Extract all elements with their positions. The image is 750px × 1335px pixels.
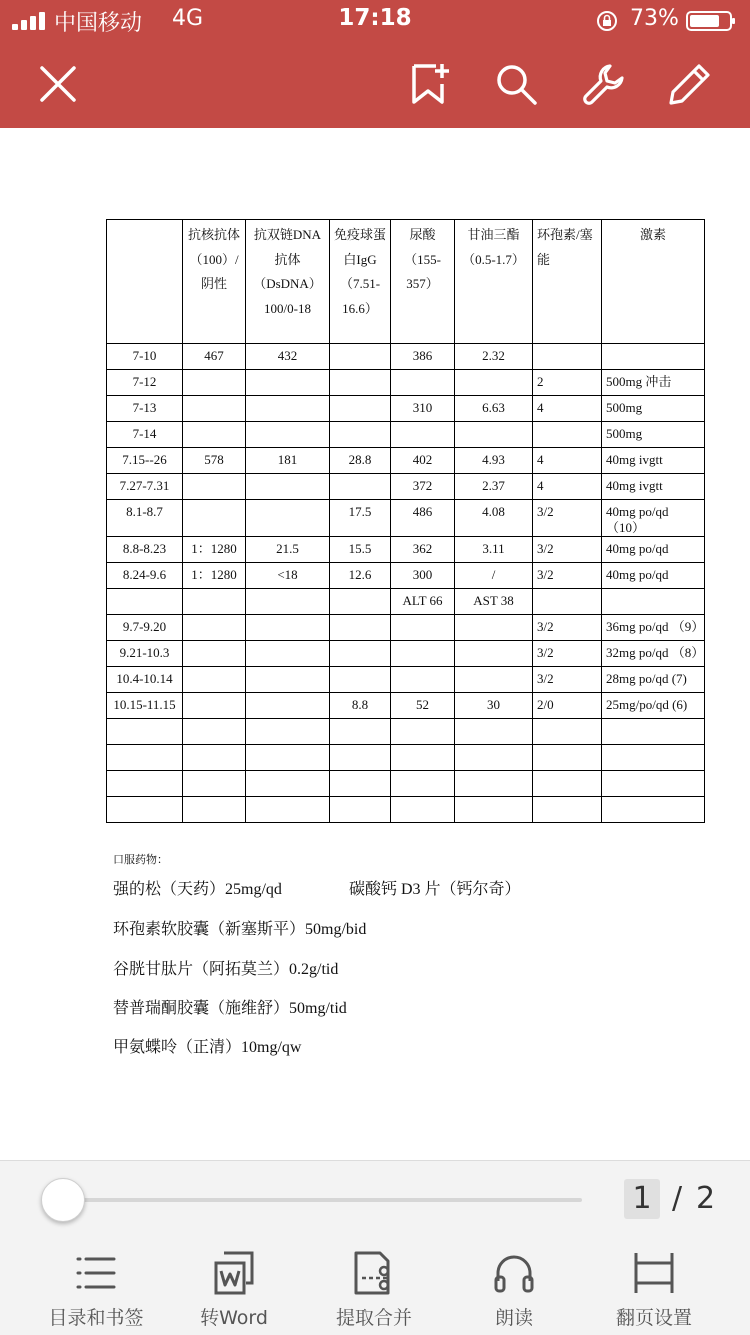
table-row: [107, 448, 705, 474]
nav-extract-merge[interactable]: [304, 1249, 444, 1330]
table-cell: 3/2: [533, 667, 602, 693]
table-cell: [455, 667, 533, 693]
table-cell: [183, 797, 246, 823]
nav-label: 翻页设置: [615, 1307, 692, 1329]
table-cell: 1：1280: [183, 537, 246, 563]
table-cell: 12.6: [330, 563, 391, 589]
table-cell: [330, 615, 391, 641]
table-cell: [533, 745, 602, 771]
table-cell: 578: [183, 448, 246, 474]
table-cell: [183, 771, 246, 797]
table-cell: 4.93: [455, 448, 533, 474]
table-row: [107, 745, 705, 771]
table-cell: 3/2: [533, 500, 602, 537]
table-cell: [246, 422, 330, 448]
table-cell: 6.63: [455, 396, 533, 422]
battery-percent: 73%: [630, 6, 679, 31]
table-cell: 2.32: [455, 344, 533, 370]
document-page: [0, 128, 750, 1160]
table-cell: [246, 719, 330, 745]
table-cell: 1：1280: [183, 563, 246, 589]
table-cell: [391, 615, 455, 641]
table-cell: AST 38: [455, 589, 533, 615]
table-cell: [330, 474, 391, 500]
table-cell: [330, 370, 391, 396]
nav-page-turn-settings[interactable]: [584, 1249, 724, 1330]
table-cell: [330, 422, 391, 448]
close-icon: [34, 60, 82, 108]
medication-line: 强的松（天药）25mg/qd: [113, 881, 282, 898]
table-cell: 8.1-8.7: [107, 500, 183, 537]
search-button[interactable]: [492, 60, 540, 108]
table-cell: 40mg po/qd: [602, 537, 705, 563]
table-cell: 310: [391, 396, 455, 422]
table-cell: [602, 344, 705, 370]
table-header-row: [107, 220, 705, 344]
table-cell: 500mg: [602, 422, 705, 448]
table-cell: [533, 422, 602, 448]
table-row: [107, 797, 705, 823]
list-icon: [72, 1249, 120, 1297]
table-cell: [330, 589, 391, 615]
table-cell: <18: [246, 563, 330, 589]
nav-label: 转Word: [200, 1307, 268, 1329]
table-row: [107, 615, 705, 641]
table-cell: [602, 589, 705, 615]
table-row: [107, 693, 705, 719]
table-cell: [183, 396, 246, 422]
add-bookmark-button[interactable]: [406, 60, 454, 108]
table-cell: 181: [246, 448, 330, 474]
table-row: [107, 537, 705, 563]
table-cell: ALT 66: [391, 589, 455, 615]
table-cell: [330, 745, 391, 771]
notes-label: 口服药物：: [113, 854, 168, 866]
table-cell: 2/0: [533, 693, 602, 719]
table-cell: 4: [533, 448, 602, 474]
table-cell: [183, 719, 246, 745]
annotate-button[interactable]: [666, 60, 714, 108]
table-cell: [183, 667, 246, 693]
table-cell: [330, 667, 391, 693]
table-row: [107, 719, 705, 745]
table-cell: [391, 641, 455, 667]
pencil-icon: [666, 60, 714, 108]
table-cell: [391, 745, 455, 771]
table-cell: 40mg po/qd: [602, 563, 705, 589]
table-cell: [602, 719, 705, 745]
tools-button[interactable]: [580, 60, 628, 108]
table-cell: [183, 500, 246, 537]
table-cell: [602, 797, 705, 823]
table-cell: 8.24-9.6: [107, 563, 183, 589]
table-cell: 2: [533, 370, 602, 396]
header-cell: 尿酸（155-357）: [391, 220, 455, 344]
table-cell: 2.37: [455, 474, 533, 500]
table-cell: 386: [391, 344, 455, 370]
table-cell: [455, 797, 533, 823]
total-pages: 2: [696, 1181, 716, 1216]
table-cell: 500mg: [602, 396, 705, 422]
table-cell: [183, 589, 246, 615]
table-cell: [391, 422, 455, 448]
table-cell: [246, 474, 330, 500]
table-cell: 28mg po/qd (7): [602, 667, 705, 693]
extract-merge-icon: [350, 1249, 398, 1297]
table-cell: [330, 344, 391, 370]
close-button[interactable]: [34, 60, 82, 108]
table-cell: [330, 641, 391, 667]
table-cell: [246, 641, 330, 667]
table-cell: 4.08: [455, 500, 533, 537]
table-cell: 15.5: [330, 537, 391, 563]
table-cell: 4: [533, 396, 602, 422]
table-cell: [602, 771, 705, 797]
table-cell: [330, 396, 391, 422]
table-cell: 21.5: [246, 537, 330, 563]
table-cell: 7-12: [107, 370, 183, 396]
table-cell: [330, 719, 391, 745]
lab-results-table: [106, 219, 705, 823]
table-cell: [246, 745, 330, 771]
table-row: [107, 344, 705, 370]
table-row: [107, 563, 705, 589]
table-cell: 7.15--26: [107, 448, 183, 474]
wrench-icon: [580, 60, 628, 108]
top-bar: [0, 0, 750, 128]
table-cell: [246, 693, 330, 719]
table-cell: [533, 589, 602, 615]
table-cell: [107, 797, 183, 823]
table-cell: 32mg po/qd （8）: [602, 641, 705, 667]
clock: 17:18: [338, 5, 412, 31]
table-cell: 3/2: [533, 537, 602, 563]
header-cell: 激素: [602, 220, 705, 344]
table-cell: 9.21-10.3: [107, 641, 183, 667]
table-cell: 40mg po/qd（10）: [602, 500, 705, 537]
table-cell: [246, 667, 330, 693]
bottom-panel: [0, 1160, 750, 1335]
table-cell: 28.8: [330, 448, 391, 474]
header-cell: [107, 220, 183, 344]
battery-icon: [686, 11, 736, 31]
page-turn-icon: [630, 1249, 678, 1297]
table-row: [107, 589, 705, 615]
table-cell: [455, 745, 533, 771]
page-separator: /: [672, 1181, 683, 1216]
table-row: [107, 641, 705, 667]
table-cell: [455, 615, 533, 641]
table-cell: [183, 641, 246, 667]
table-row: [107, 771, 705, 797]
table-row: [107, 396, 705, 422]
rotation-lock-icon: [596, 10, 618, 32]
table-cell: 10.4-10.14: [107, 667, 183, 693]
table-cell: 372: [391, 474, 455, 500]
table-row: [107, 370, 705, 396]
table-cell: 40mg ivgtt: [602, 448, 705, 474]
table-cell: 9.7-9.20: [107, 615, 183, 641]
table-cell: [455, 719, 533, 745]
table-cell: [455, 641, 533, 667]
table-cell: [602, 745, 705, 771]
table-cell: [246, 370, 330, 396]
medication-line: 碳酸钙 D3 片（钙尔奇）: [349, 881, 521, 898]
table-cell: [107, 719, 183, 745]
nav-convert-word[interactable]: [164, 1249, 304, 1330]
table-cell: 300: [391, 563, 455, 589]
header-cell: 抗核抗体（100）/阴性: [183, 220, 246, 344]
table-cell: [183, 615, 246, 641]
table-cell: [533, 344, 602, 370]
table-cell: 3.11: [455, 537, 533, 563]
nav-label: 目录和书签: [48, 1307, 144, 1329]
nav-label: 提取合并: [335, 1307, 412, 1329]
table-row: [107, 422, 705, 448]
table-row: [107, 667, 705, 693]
table-cell: 4: [533, 474, 602, 500]
page-slider-track[interactable]: [62, 1198, 582, 1202]
table-cell: [455, 771, 533, 797]
table-row: [107, 474, 705, 500]
table-cell: 3/2: [533, 641, 602, 667]
table-cell: 17.5: [330, 500, 391, 537]
carrier-name: 中国移动: [54, 11, 143, 36]
table-cell: 7-10: [107, 344, 183, 370]
medication-line: 替普瑞酮胶囊（施维舒）50mg/tid: [113, 1000, 347, 1017]
table-cell: [391, 771, 455, 797]
table-cell: [246, 797, 330, 823]
table-cell: [183, 693, 246, 719]
table-cell: [391, 719, 455, 745]
header-cell: 甘油三酯（0.5-1.7）: [455, 220, 533, 344]
header-cell: 免疫球蛋白IgG（7.51-16.6）: [330, 220, 391, 344]
table-cell: 500mg 冲击: [602, 370, 705, 396]
headphones-icon: [490, 1249, 538, 1297]
table-cell: [533, 771, 602, 797]
table-cell: 7-14: [107, 422, 183, 448]
nav-toc-bookmarks[interactable]: [26, 1249, 166, 1330]
header-cell: 抗双链DNA抗体（DsDNA）100/0-18: [246, 220, 330, 344]
table-cell: [391, 797, 455, 823]
table-cell: [330, 771, 391, 797]
table-cell: 3/2: [533, 615, 602, 641]
table-cell: 10.15-11.15: [107, 693, 183, 719]
nav-label: 朗读: [494, 1307, 533, 1329]
table-cell: /: [455, 563, 533, 589]
table-cell: [246, 615, 330, 641]
table-cell: 40mg ivgtt: [602, 474, 705, 500]
table-cell: [183, 370, 246, 396]
table-cell: [246, 396, 330, 422]
search-icon: [492, 60, 540, 108]
table-cell: 8.8: [330, 693, 391, 719]
table-cell: [391, 370, 455, 396]
medication-line: 环孢素软胶囊（新塞斯平）50mg/bid: [113, 921, 367, 938]
table-cell: 3/2: [533, 563, 602, 589]
table-cell: 7.27-7.31: [107, 474, 183, 500]
word-convert-icon: [210, 1249, 258, 1297]
page-slider-thumb[interactable]: [41, 1178, 85, 1222]
table-cell: 362: [391, 537, 455, 563]
table-cell: [183, 474, 246, 500]
table-cell: 432: [246, 344, 330, 370]
table-cell: [183, 422, 246, 448]
table-cell: 52: [391, 693, 455, 719]
table-cell: [455, 422, 533, 448]
table-row: [107, 500, 705, 537]
table-cell: 486: [391, 500, 455, 537]
nav-read-aloud[interactable]: [444, 1249, 584, 1330]
header-cell: 环孢素/塞能: [533, 220, 602, 344]
table-cell: [533, 719, 602, 745]
table-cell: [455, 370, 533, 396]
table-cell: [246, 500, 330, 537]
table-cell: [107, 589, 183, 615]
table-cell: 8.8-8.23: [107, 537, 183, 563]
medication-line: 甲氨蝶呤（正清）10mg/qw: [113, 1039, 302, 1056]
table-cell: [246, 771, 330, 797]
table-cell: 7-13: [107, 396, 183, 422]
table-cell: 30: [455, 693, 533, 719]
current-page[interactable]: 1: [624, 1179, 660, 1219]
table-cell: 25mg/po/qd (6): [602, 693, 705, 719]
table-cell: [107, 745, 183, 771]
table-cell: [330, 797, 391, 823]
table-cell: [107, 771, 183, 797]
add-bookmark-icon: [406, 60, 454, 108]
table-cell: [391, 667, 455, 693]
network-type: 4G: [172, 6, 204, 31]
table-cell: 36mg po/qd （9）: [602, 615, 705, 641]
table-cell: [183, 745, 246, 771]
medication-line: 谷胱甘肽片（阿拓莫兰）0.2g/tid: [113, 961, 339, 978]
table-cell: [533, 797, 602, 823]
table-cell: 467: [183, 344, 246, 370]
table-cell: 402: [391, 448, 455, 474]
table-cell: [246, 589, 330, 615]
status-bar: [0, 0, 750, 40]
